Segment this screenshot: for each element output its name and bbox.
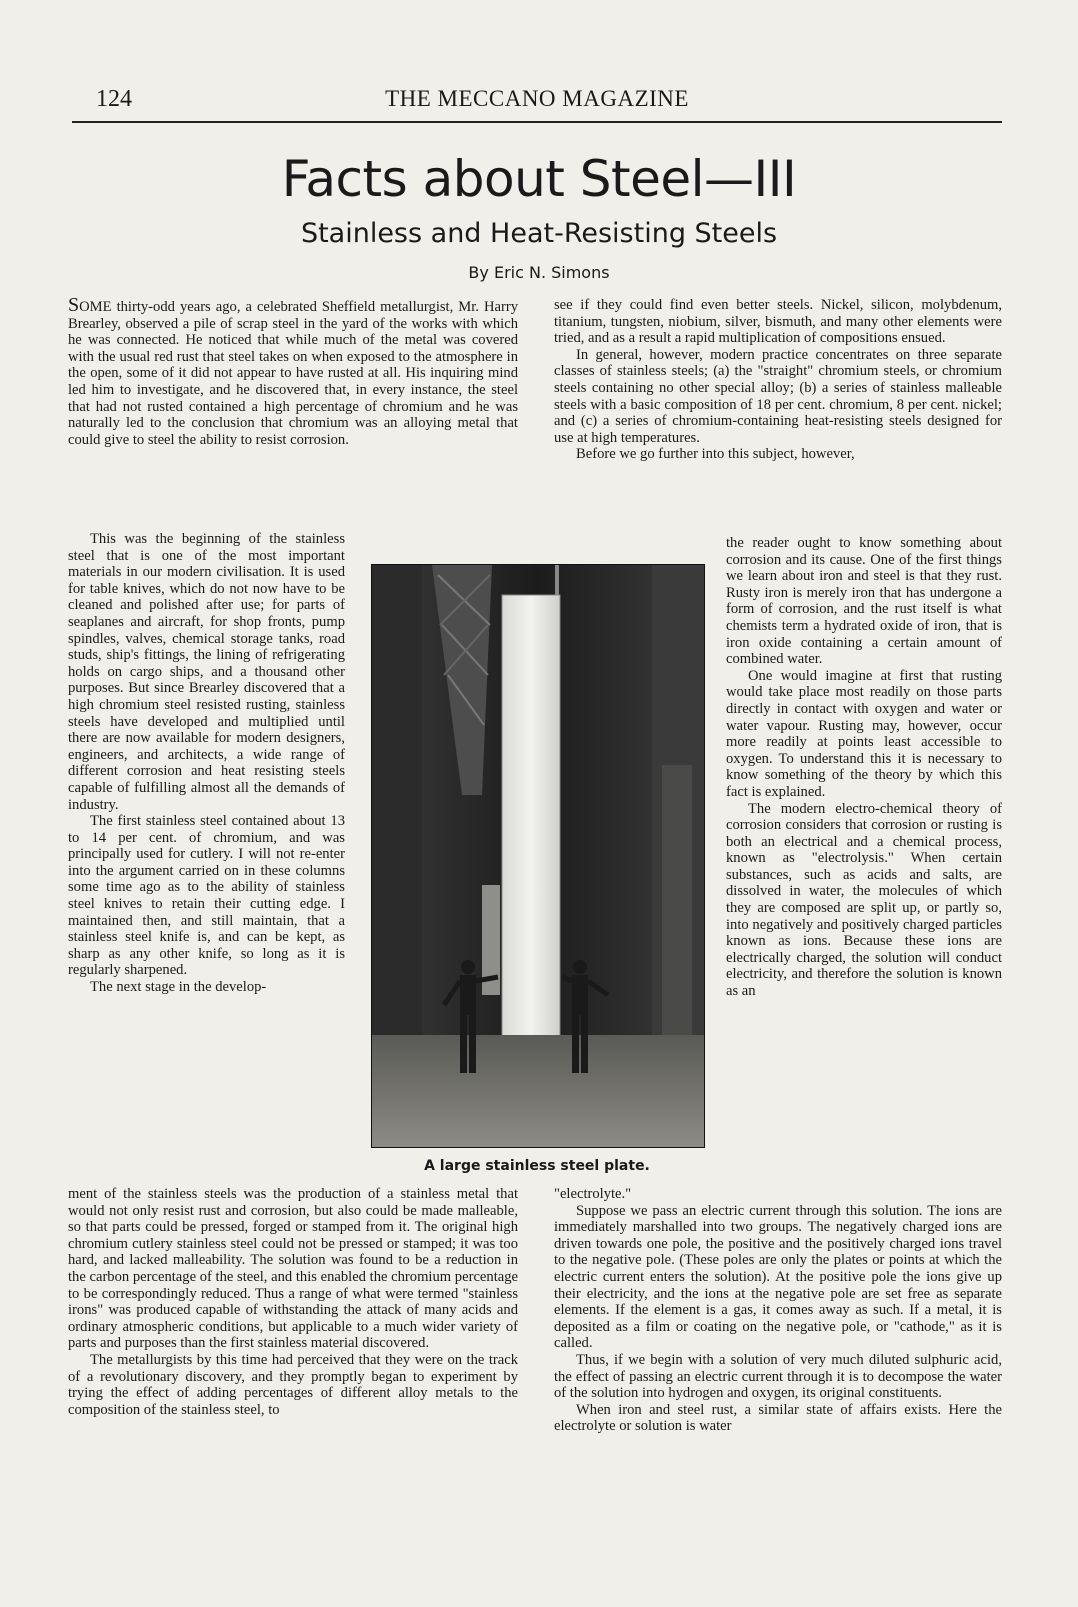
article-byline: By Eric N. Simons (468, 263, 610, 282)
paragraph: SOME thirty-odd years ago, a celebrated Sheffield metallurgist, Mr. Harry Brearley, observed a pile of scrap steel in the yard of the works with which he was connected. He noticed that while much of the metal was covered with the usual red rust that steel takes on when exposed to the atmosphere in the open, some of it did not appear to have rusted at all. His inquiring mind led him to investigate, and he discovered that, in every instance, the steel that had not rusted contained a high percentage of chromium and he was naturally led to the conclusion that chromium was an alloying metal that could give to steel the ability to resist corrosion. (68, 294, 518, 448)
photo-illustration (372, 565, 704, 1147)
paragraph: "electrolyte." (554, 1186, 632, 1202)
paragraph: In general, however, modern practice concentrates on three separate classes of stainless steels; (a) the "straight" chromium steels, or chromium steels containing no other special alloy; (b) a series of stainless malleable steels with a basic composition of 18 per cent. chromium, 8 per cent. nickel; and (c) a series of chromium-containing heat-resisting steels designed for use at high temperatures. (554, 346, 1002, 446)
paragraph: Before we go further into this subject, however, (576, 446, 855, 463)
page-number: 124 (96, 86, 132, 112)
paragraph: ment of the stainless steels was the production of a stainless metal that would not only resist rust and corrosion, but also could be made malleable, so that parts could be pressed, forged or stamped from it. The original high chromium cutlery stainless steel could not be pressed or stamped; it was too hard, and lacked malleability. The solution was found to be a reduction in the carbon percentage of the steel, and this enabled the chromium percentage to be correspondingly reduced. Thus a range of what were termed "stainless irons" was produced capable of withstanding the attack of many acids and ordinary atmospheric conditions, but applicable to a much wider variety of parts and purposes than the first stainless material discovered. (68, 1186, 518, 1352)
paragraph: the reader ought to know something about corrosion and its cause. One of the first things we learn about iron and steel is that they rust. Rusty iron is merely iron that has undergone a form of corrosion, and the rust itself is what chemists term a hydrated oxide of iron, that is iron oxide containing a certain amount of combined water. (726, 535, 1002, 668)
paragraph: Suppose we pass an electric current through this solution. The ions are immediately marshalled into two groups. The negatively charged ions are driven towards one pole, the positive and the positively charged ions travel to the negative pole. (These poles are only the plates or points at which the electric current enters the solution). At the positive pole the ions give up their electricity, and the ions at the negative pole are set free as separate elements. If the element is a gas, it comes away as such. If a metal, it is deposited as a film or coating on the negative pole, or "cathode," as it is called. (554, 1202, 1002, 1352)
right-column-bottom (554, 1186, 1002, 1435)
paragraph: Thus, if we begin with a solution of very much diluted sulphuric acid, the effect of passing an electric current through it is to decompose the water of the solution into hydrogen and oxygen, its original constituents. (554, 1351, 1002, 1402)
left-column-narrow (68, 531, 345, 996)
paragraph: see if they could find even better steels. Nickel, silicon, molybdenum, titanium, tungsten, niobium, silver, bismuth, and many other elements were tried, and as a result a rapid multiplication of compositions ensued. (554, 297, 1002, 347)
paragraph: The metallurgists by this time had perceived that they were on the track of a revolutionary discovery, and they promptly began to experiment by trying the effect of adding percentages of different alloy metals to the composition of the stainless steel, to (68, 1351, 518, 1418)
right-column-top (554, 297, 1002, 463)
photo-caption: A large stainless steel plate. (424, 1158, 650, 1174)
paragraph: This was the beginning of the stainless steel that is one of the most important materials in our modern civilisation. It is used for table knives, which do not now have to be cleaned and polished after use; for parts of seaplanes and aircraft, for shop fronts, pump spindles, valves, chemical storage tanks, road studs, ship's fittings, the lining of refrigerating holds on cargo ships, and a thousand other purposes. But since Brearley discovered that a high chromium steel resisted rusting, stainless steels have developed and multiplied until there are now available for modern designers, engineers, and architects, a wide range of different corrosion and heat resisting steels capable of fulfilling almost all the demands of industry. (68, 531, 345, 813)
paragraph: The first stainless steel contained about 13 to 14 per cent. of chromium, and was principally used for cutlery. I will not re-enter into the argument carried on in these columns some time ago as to the ability of stainless steel knives to retain their cutting edge. I maintained then, and still maintain, that a stainless steel knife is, and can be kept, as sharp as any other knife, so long as it is regularly sharpened. (68, 813, 345, 979)
header-rule (72, 121, 1002, 123)
running-header (72, 86, 1002, 118)
paragraph: One would imagine at first that rusting would take place most readily on those parts directly in contact with oxygen and water or water vapour. Rusting may, however, occur more readily at points least accessible to oxygen. To understand this it is necessary to know something of the theory by which this fact is explained. (726, 667, 1002, 800)
left-column-bottom (68, 1186, 518, 1418)
magazine-title: THE MECCANO MAGAZINE (385, 86, 689, 111)
paragraph: The next stage in the develop- (90, 979, 267, 996)
paragraph: When iron and steel rust, a similar state of affairs exists. Here the electrolyte or solution is water (554, 1401, 1002, 1435)
right-column-narrow (726, 535, 1002, 1000)
steel-plate-photo (371, 564, 705, 1148)
article-title: Facts about Steel—III (281, 150, 797, 208)
article-subtitle: Stainless and Heat-Resisting Steels (300, 218, 778, 249)
paragraph: The modern electro-chemical theory of corrosion considers that corrosion or rusting is both an electrical and a chemical process, known as "electrolysis." When certain substances, such as acids and salts, are dissolved in water, the molecules of which they are composed are split up, or partly so, into negatively and positively charged particles known as ions. Because these ions are electrically charged, the solution will conduct electricity, and therefore the solution is known as an (726, 800, 1002, 1000)
left-column-top (68, 294, 518, 448)
